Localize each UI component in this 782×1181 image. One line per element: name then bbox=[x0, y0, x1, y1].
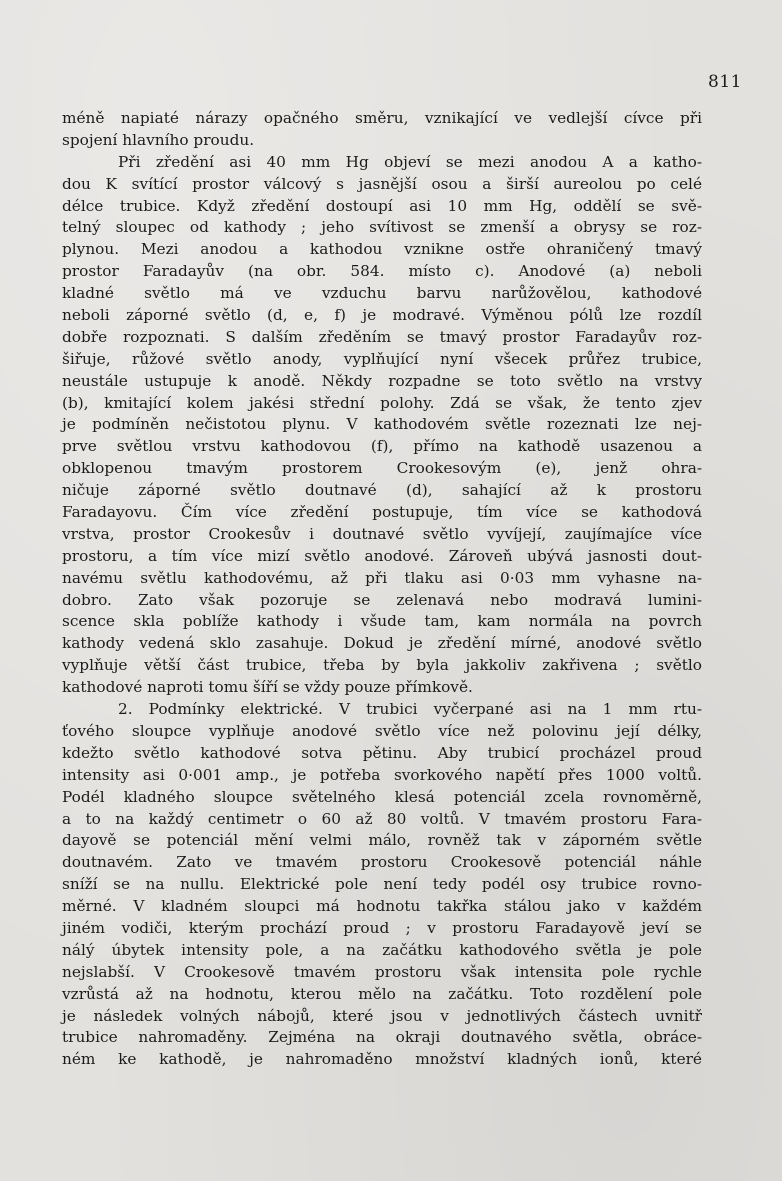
text-line: méně napiaté nárazy opačného směru, vznikající ve vedlejší cívce při bbox=[62, 109, 702, 127]
text-line: prve světlou vrstvu kathodovou (f), přímo na kathodě usazenou a bbox=[62, 437, 702, 456]
text-line: doutnavém. Zato ve tmavém prostoru Crookesově potenciál náhle bbox=[62, 853, 702, 872]
text-line: dobro. Zato však pozoruje se zelenavá nebo modravá lumini- bbox=[62, 590, 702, 609]
text-line: ničuje záporné světlo doutnavé (d), sahající až k prostoru bbox=[62, 481, 702, 500]
text-line: plynou. Mezi anodou a kathodou vznikne ostře ohraničený tmavý bbox=[62, 240, 702, 259]
text-line: vzrůstá až na hodnotu, kterou mělo na začátku. Toto rozdělení pole bbox=[62, 984, 702, 1003]
text-line: kdežto světlo kathodové sotva pětinu. Aby trubicí procházel proud bbox=[62, 743, 702, 762]
text-line: jiném vodiči, kterým prochází proud ; v prostoru Faradayově jeví se bbox=[62, 918, 702, 937]
text-line: Podél kladného sloupce světelného klesá potenciál zcela rovnoměrně, bbox=[62, 787, 702, 806]
text-line: ťového sloupce vyplňuje anodové světlo více než polovinu její délky, bbox=[62, 721, 702, 740]
text-line: sníží se na nullu. Elektrické pole není tedy podél osy trubice rovno- bbox=[62, 875, 702, 894]
text-line: telný sloupec od kathody ; jeho svítivost se zmenší a obrysy se roz- bbox=[62, 218, 702, 237]
section-heading-line: 2. Podmínky elektrické. V trubici vyčerpané asi na 1 mm rtu- bbox=[118, 700, 702, 719]
text-line: Při zředění asi 40 mm Hg objeví se mezi anodou A a katho- bbox=[118, 152, 702, 171]
text-line: kathody vedená sklo zasahuje. Dokud je zředění mírné, anodové světlo bbox=[62, 634, 702, 653]
text-line: Faradayovu. Čím více zředění postupuje, tím více se kathodová bbox=[62, 503, 702, 522]
text-line: navému světlu kathodovému, až při tlaku asi 0·03 mm vyhasne na- bbox=[62, 568, 702, 587]
text-line: kladné světlo má ve vzduchu barvu narůžovělou, kathodové bbox=[62, 284, 702, 303]
text-line: obklopenou tmavým prostorem Crookesovým (e), jenž ohra- bbox=[62, 459, 702, 478]
text-line: scence skla poblíže kathody i všude tam, kam normála na povrch bbox=[62, 612, 702, 631]
text-line: (b), kmitající kolem jakési střední polohy. Zdá se však, že tento zjev bbox=[62, 393, 702, 412]
text-line: délce trubice. Když zředění dostoupí asi 10 mm Hg, oddělí se svě- bbox=[62, 196, 702, 215]
text-line: dayově se potenciál mění velmi málo, rovněž tak v záporném světle bbox=[62, 831, 702, 850]
text-line: neboli záporné světlo (d, e, f) je modravé. Výměnou pólů lze rozdíl bbox=[62, 306, 702, 325]
text-line: nálý úbytek intensity pole, a na začátku kathodového světla je pole bbox=[62, 940, 702, 959]
text-line: spojení hlavního proudu. bbox=[62, 130, 255, 149]
text-line: dou K svítící prostor válcový s jasnější osou a širší aureolou po celé bbox=[62, 174, 702, 193]
text-line: intensity asi 0·001 amp., je potřeba svorkového napětí přes 1000 voltů. bbox=[62, 765, 702, 784]
text-line: vrstva, prostor Crookesův i doutnavé světlo vyvíjejí, zaujímajíce více bbox=[62, 524, 702, 543]
text-line: vyplňuje větší část trubice, třeba by byla jakkoliv zakřivena ; světlo bbox=[62, 656, 702, 675]
text-line: šiřuje, růžové světlo anody, vyplňující nyní všecek průřez trubice, bbox=[62, 349, 702, 368]
text-line: kathodové naproti tomu šíří se vždy pouze přímkově. bbox=[62, 678, 473, 697]
page-number: 811 bbox=[708, 72, 742, 92]
text-line: prostoru, a tím více mizí světlo anodové. Zároveň ubývá jasnosti dout- bbox=[62, 546, 702, 565]
text-line: je podmíněn nečistotou plynu. V kathodovém světle rozeznati lze nej- bbox=[62, 415, 702, 434]
text-line: prostor Faradayův (na obr. 584. místo c). Anodové (a) neboli bbox=[62, 262, 702, 281]
body-text bbox=[62, 108, 702, 1071]
text-line: je následek volných nábojů, které jsou v jednotlivých částech uvnitř bbox=[62, 1006, 702, 1025]
text-line: neustále ustupuje k anodě. Někdy rozpadne se toto světlo na vrstvy bbox=[62, 371, 702, 390]
text-line: a to na každý centimetr o 60 až 80 voltů. V tmavém prostoru Fara- bbox=[62, 809, 702, 828]
text-line: dobře rozpoznati. S dalším zředěním se tmavý prostor Faradayův roz- bbox=[62, 327, 702, 346]
text-line: nejslabší. V Crookesově tmavém prostoru však intensita pole rychle bbox=[62, 962, 702, 981]
text-line: ném ke kathodě, je nahromaděno množství kladných ionů, které bbox=[62, 1050, 702, 1069]
text-line: trubice nahromaděny. Zejména na okraji doutnavého světla, obrácе- bbox=[62, 1028, 702, 1047]
text-line: měrné. V kladném sloupci má hodnotu takřka stálou jako v každém bbox=[62, 897, 702, 916]
